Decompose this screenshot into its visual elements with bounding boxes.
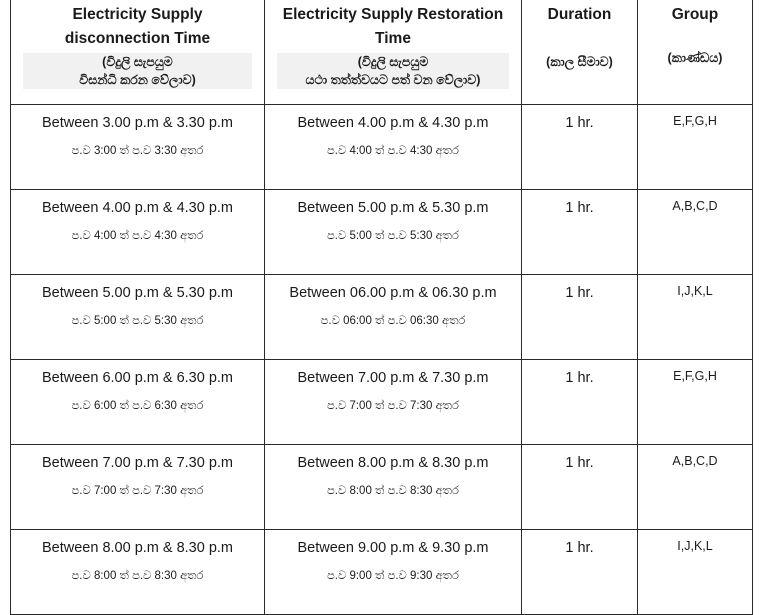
group-cell bbox=[638, 105, 753, 190]
disconnection-time-en: Between 3.00 p.m & 3.30 p.m bbox=[41, 115, 234, 131]
duration-value: 1 hr. bbox=[565, 455, 594, 471]
restoration-time-en: Between 06.00 p.m & 06.30 p.m bbox=[289, 285, 497, 301]
disconnection-time-en: Between 7.00 p.m & 7.30 p.m bbox=[41, 455, 234, 471]
table-row bbox=[11, 105, 753, 190]
disconnection-cell bbox=[11, 275, 265, 360]
restoration-time-si: ප.ව 7:00 ත් ප.ව 7:30 අතර bbox=[327, 400, 459, 412]
header-group-en: Group bbox=[671, 6, 719, 23]
duration-value: 1 hr. bbox=[565, 540, 594, 556]
group-value: E,F,G,H bbox=[673, 114, 717, 128]
restoration-time-en: Between 7.00 p.m & 7.30 p.m bbox=[297, 370, 489, 386]
table-row bbox=[11, 530, 753, 615]
restoration-cell bbox=[265, 105, 522, 190]
header-restoration-en-line2: Time bbox=[375, 30, 411, 47]
disconnection-cell bbox=[11, 105, 265, 190]
group-value: A,B,C,D bbox=[672, 454, 718, 468]
disconnection-time-si: ප.ව 7:00 ත් ප.ව 7:30 අතර bbox=[71, 485, 204, 497]
duration-value: 1 hr. bbox=[565, 370, 594, 386]
disconnection-time-en: Between 4.00 p.m & 4.30 p.m bbox=[41, 200, 234, 216]
disconnection-cell bbox=[11, 360, 265, 445]
restoration-time-si: ප.ව 06:00 ත් ප.ව 06:30 අතර bbox=[320, 315, 466, 327]
restoration-time-si: ප.ව 5:00 ත් ප.ව 5:30 අතර bbox=[327, 230, 459, 242]
header-duration-en: Duration bbox=[547, 6, 612, 23]
group-value: E,F,G,H bbox=[673, 369, 717, 383]
duration-cell bbox=[522, 275, 638, 360]
group-cell bbox=[638, 530, 753, 615]
duration-cell bbox=[522, 530, 638, 615]
group-value: I,J,K,L bbox=[677, 539, 713, 553]
disconnection-time-si: ප.ව 3:00 ත් ප.ව 3:30 අතර bbox=[71, 145, 204, 157]
restoration-cell bbox=[265, 530, 522, 615]
table-row bbox=[11, 445, 753, 530]
duration-cell bbox=[522, 105, 638, 190]
restoration-time-en: Between 8.00 p.m & 8.30 p.m bbox=[297, 455, 489, 471]
header-group-si: (කාණ්ඩය) bbox=[667, 51, 723, 65]
group-cell bbox=[638, 360, 753, 445]
duration-cell bbox=[522, 445, 638, 530]
header-restoration-si-line2: යථා තත්ත්වයට පත් වන වේලාව) bbox=[305, 73, 481, 87]
table-row bbox=[11, 190, 753, 275]
group-cell bbox=[638, 190, 753, 275]
restoration-cell bbox=[265, 190, 522, 275]
duration-value: 1 hr. bbox=[565, 285, 594, 301]
header-row bbox=[11, 0, 753, 105]
restoration-cell bbox=[265, 360, 522, 445]
header-disconnection-en-line1: Electricity Supply bbox=[72, 6, 203, 23]
duration-cell bbox=[522, 360, 638, 445]
header-restoration-en-line1: Electricity Supply Restoration bbox=[282, 6, 504, 23]
header-disconnection-si-line1: (විදුලි සැපයුම bbox=[102, 55, 173, 69]
header-group bbox=[638, 0, 753, 105]
header-disconnection-si-line2: විසන්ධි කරන වේලාව) bbox=[79, 73, 196, 87]
disconnection-time-si: ප.ව 6:00 ත් ප.ව 6:30 අතර bbox=[71, 400, 204, 412]
group-value: A,B,C,D bbox=[672, 199, 718, 213]
disconnection-cell bbox=[11, 530, 265, 615]
group-cell bbox=[638, 445, 753, 530]
header-duration bbox=[522, 0, 638, 105]
restoration-time-si: ප.ව 9:00 ත් ප.ව 9:30 අතර bbox=[327, 570, 459, 582]
restoration-time-si: ප.ව 8:00 ත් ප.ව 8:30 අතර bbox=[327, 485, 459, 497]
header-duration-si: (කාල සීමාව) bbox=[546, 55, 613, 69]
disconnection-time-en: Between 8.00 p.m & 8.30 p.m bbox=[41, 540, 234, 556]
disconnection-time-si: ප.ව 5:00 ත් ප.ව 5:30 අතර bbox=[71, 315, 204, 327]
restoration-time-en: Between 9.00 p.m & 9.30 p.m bbox=[297, 540, 489, 556]
header-restoration-si-line1: (විදුලි සැපයුම bbox=[357, 55, 429, 69]
header-disconnection-en-line2: disconnection Time bbox=[64, 30, 211, 47]
restoration-time-si: ප.ව 4:00 ත් ප.ව 4:30 අතර bbox=[327, 145, 459, 157]
duration-cell bbox=[522, 190, 638, 275]
disconnection-cell bbox=[11, 445, 265, 530]
disconnection-time-si: ප.ව 4:00 ත් ප.ව 4:30 අතර bbox=[71, 230, 204, 242]
header-restoration-time bbox=[265, 0, 522, 105]
restoration-cell bbox=[265, 275, 522, 360]
disconnection-cell bbox=[11, 190, 265, 275]
group-cell bbox=[638, 275, 753, 360]
duration-value: 1 hr. bbox=[565, 200, 594, 216]
disconnection-time-en: Between 5.00 p.m & 5.30 p.m bbox=[41, 285, 234, 301]
duration-value: 1 hr. bbox=[565, 115, 594, 131]
table-row bbox=[11, 360, 753, 445]
disconnection-time-en: Between 6.00 p.m & 6.30 p.m bbox=[41, 370, 234, 386]
restoration-time-en: Between 4.00 p.m & 4.30 p.m bbox=[297, 115, 489, 131]
disconnection-time-si: ප.ව 8:00 ත් ප.ව 8:30 අතර bbox=[71, 570, 204, 582]
restoration-cell bbox=[265, 445, 522, 530]
group-value: I,J,K,L bbox=[677, 284, 713, 298]
power-cut-schedule-table bbox=[10, 0, 753, 615]
restoration-time-en: Between 5.00 p.m & 5.30 p.m bbox=[297, 200, 489, 216]
header-disconnection-time bbox=[11, 0, 265, 105]
table-row bbox=[11, 275, 753, 360]
